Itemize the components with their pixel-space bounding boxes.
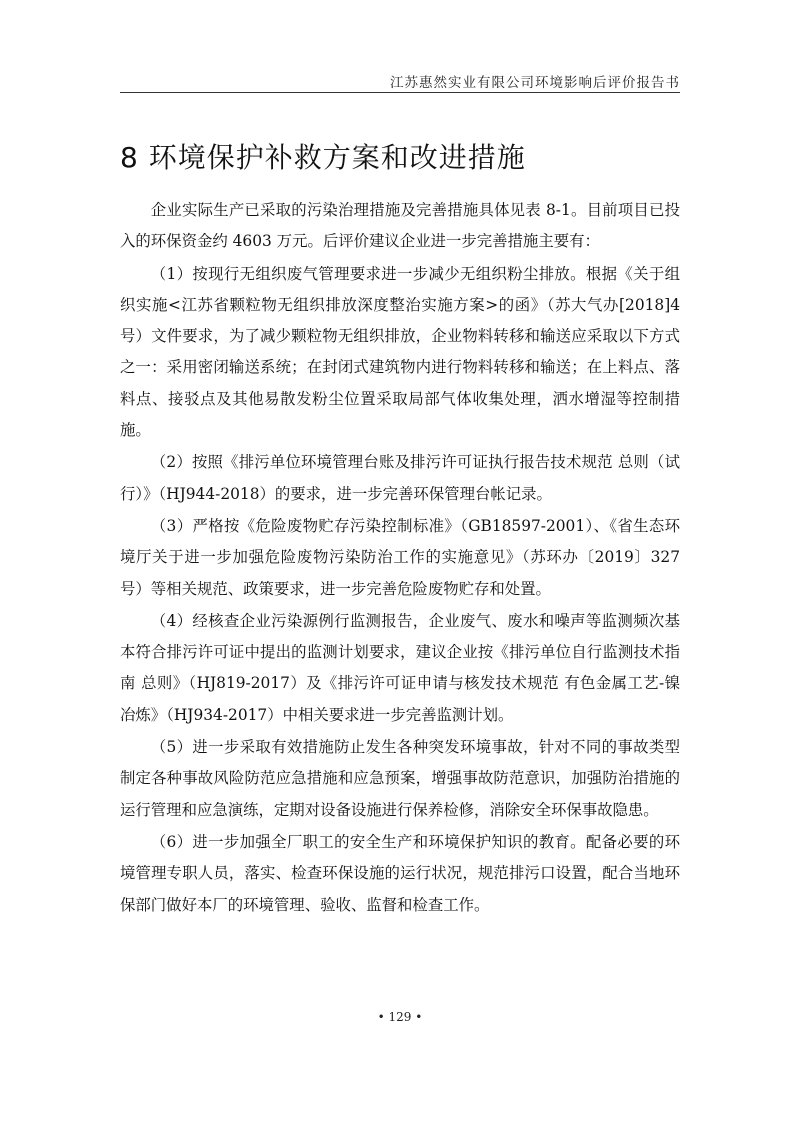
header-divider <box>120 92 680 93</box>
document-body <box>120 195 680 922</box>
paragraph-item-2: （2）按照《排污单位环境管理台账及排污许可证执行报告技术规范 总则（试行）》（HJ944-2018）的要求，进一步完善环保管理台帐记录。 <box>120 453 680 503</box>
paragraph-item-5: （5）进一步采取有效措施防止发生各种突发环境事故，针对不同的事故类型制定各种事故风险防范应急措施和应急预案，增强事故防范意识，加强防治措施的运行管理和应急演练，定期对设备设施进行保养检修，消除安全环保事故隐患。 <box>120 738 680 819</box>
paragraph-intro: 企业实际生产已采取的污染治理措施及完善措施具体见表 8-1。目前项目已投入的环保资金约 4603 万元。后评价建议企业进一步完善措施主要有： <box>120 201 680 251</box>
chapter-title: 8 环境保护补救方案和改进措施 <box>120 141 526 174</box>
paragraph-item-6: （6）进一步加强全厂职工的安全生产和环境保护知识的教育。配备必要的环境管理专职人员，落实、检查环保设施的运行状况，规范排污口设置，配合当地环保部门做好本厂的环境管理、验收、监督和检查工作。 <box>120 832 680 914</box>
page-number: • 129 • <box>377 1010 423 1024</box>
paragraph-item-4: （4）经核查企业污染源例行监测报告，企业废气、废水和噪声等监测频次基本符合排污许可证中提出的监测计划要求，建议企业按《排污单位自行监测技术指南 总则》（HJ819-2017）及《排污许可证申请与核发技术规范 有色金属工艺-镍冶炼》（HJ934-2017）中相关要求进一步完善监测计划。 <box>120 611 680 724</box>
paragraph-item-1: （1）按现行无组织废气管理要求进一步减少无组织粉尘排放。根据《关于组织实施<江苏省颗粒物无组织排放深度整治实施方案>的函》（苏大气办[2018]4 号）文件要求，为了减少颗粒物无组织排放，企业物料转移和输送应采取以下方式之一：采用密闭输送系统；在封闭式建筑物内进行物料转移和输送；在上料点、落料点、接驳点及其他易散发粉尘位置采取局部气体收集处理，洒水增湿等控制措施。 <box>120 264 680 440</box>
header-title: 江苏惠然实业有限公司环境影响后评价报告书 <box>390 75 680 91</box>
paragraph-item-3: （3）严格按《危险废物贮存污染控制标准》（GB18597-2001）、《省生态环境厅关于进一步加强危险废物污染防治工作的实施意见》（苏环办〔2019〕327 号）等相关规范、政策要求，进一步完善危险废物贮存和处置。 <box>120 516 680 598</box>
